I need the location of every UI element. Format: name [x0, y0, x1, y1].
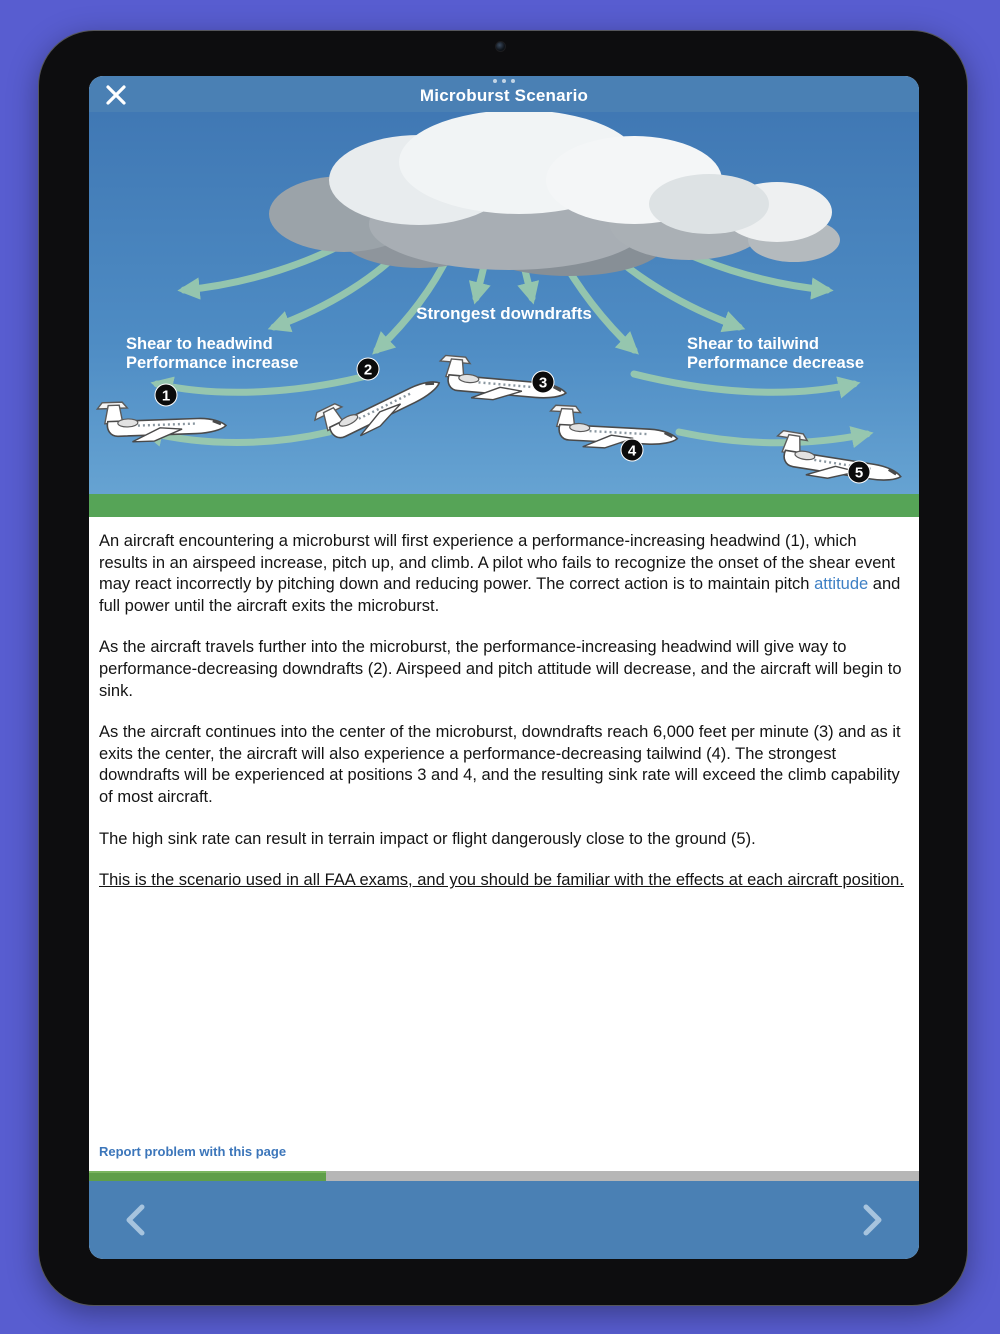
previous-page-button[interactable]: [113, 1196, 161, 1244]
chevron-right-icon: [851, 1200, 891, 1240]
report-problem-link[interactable]: Report problem with this page: [99, 1144, 287, 1159]
paragraph-text: and full power until the aircraft exits the microburst.: [99, 575, 901, 615]
chevron-left-icon: [117, 1200, 157, 1240]
dot: [511, 79, 515, 83]
position-marker-4: [621, 439, 643, 461]
paragraph-text: An aircraft encountering a microburst will first experience a performance-increasing headwind (1), which results in an airspeed increase, pitch up, and climb. A pilot who fails to recognize the onset of the shear event may react incorrectly by pitching down and reducing power. The correct action is to maintain pitch: [99, 532, 896, 594]
next-page-button[interactable]: [847, 1196, 895, 1244]
close-button[interactable]: [101, 80, 131, 110]
svg-text:4: 4: [627, 442, 637, 460]
svg-text:1: 1: [161, 387, 171, 405]
multitasking-indicator-icon[interactable]: [493, 79, 515, 83]
dot: [493, 79, 497, 83]
app-screen: [89, 76, 919, 1259]
label-strongest-downdrafts: Strongest downdrafts: [416, 304, 592, 323]
position-marker-1: [155, 384, 177, 406]
paragraph-3: As the aircraft continues into the center of the microburst, downdrafts reach 6,000 feet per minute (3) and as it exits the center, the aircraft will also experience a performance-decreasing tailwind (4). The strongest downdrafts will be experienced at positions 3 and 4, and the resulting sink rate will exceed the climb capability of most aircraft.: [99, 723, 901, 807]
page-title: Microburst Scenario: [419, 86, 589, 105]
progress-scrollbar[interactable]: [89, 1171, 919, 1181]
microburst-diagram: [89, 112, 919, 517]
progress-fill: [89, 1171, 326, 1181]
position-marker-5: [848, 461, 870, 483]
paragraph-4: The high sink rate can result in terrain impact or flight dangerously close to the ground (5).: [99, 829, 756, 848]
front-camera: [495, 41, 506, 52]
bottom-navigation: [89, 1181, 919, 1259]
paragraph-2: As the aircraft travels further into the microburst, the performance-increasing headwind will give way to performance-decreasing downdrafts (2). Airspeed and pitch attitude will decrease, and the aircraft will begin to sink.: [99, 638, 902, 700]
attitude-link[interactable]: attitude: [814, 575, 869, 594]
lesson-text: [89, 517, 919, 1171]
title-bar: [89, 76, 919, 112]
svg-text:3: 3: [538, 374, 548, 392]
label-shear-headwind: Shear to headwind: [126, 335, 273, 353]
position-marker-3: [532, 371, 554, 393]
label-performance-decrease: Performance decrease: [687, 354, 865, 372]
svg-text:2: 2: [363, 361, 373, 379]
label-performance-increase: Performance increase: [126, 354, 299, 372]
ground-strip: [89, 494, 919, 517]
label-shear-tailwind: Shear to tailwind: [687, 335, 820, 353]
svg-text:5: 5: [854, 464, 864, 482]
tablet-device-frame: [38, 30, 968, 1306]
position-marker-2: [357, 358, 379, 380]
dot: [502, 79, 506, 83]
paragraph-5-underlined: This is the scenario used in all FAA exams, and you should be familiar with the effects at each aircraft position.: [99, 871, 904, 890]
close-icon: [105, 84, 127, 106]
paragraph-1: [99, 531, 909, 617]
